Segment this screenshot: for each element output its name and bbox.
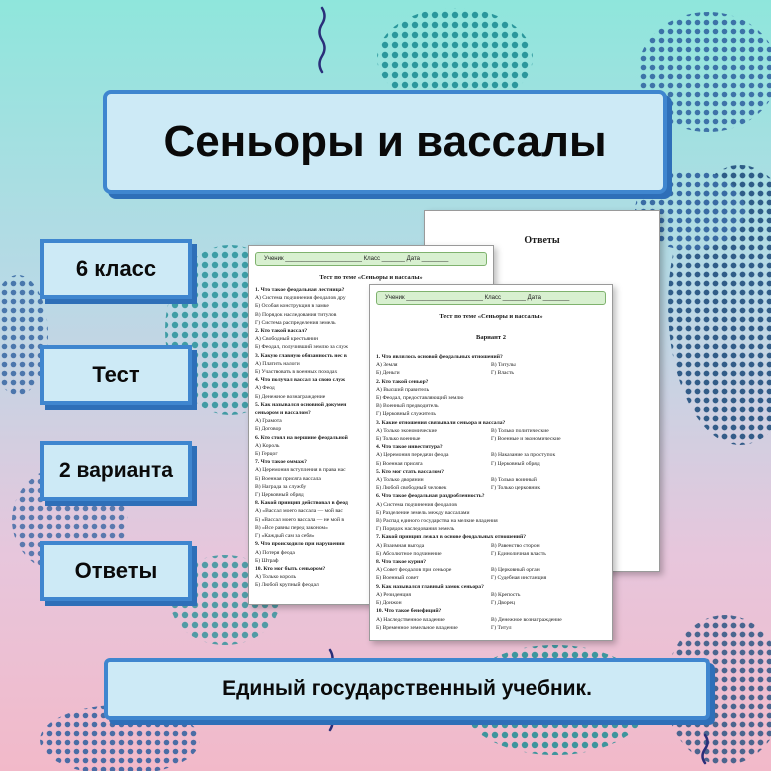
answer-option-line: Б) Разделение земель между вассалами xyxy=(376,509,470,516)
answer-option-left: Б) Временное земельное владение xyxy=(376,624,458,631)
answer-option-right: В) Церковный орган xyxy=(491,567,540,574)
answer-option-line: А) «Вассал моего вассала — мой вас xyxy=(255,508,343,515)
question-line: 7. Что такое оммаж? xyxy=(255,459,307,466)
answer-option-line: А) Высший правитель xyxy=(376,386,430,393)
variants-label xyxy=(40,441,192,501)
answer-option-line: В) Военный предводитель xyxy=(376,403,439,410)
answer-option-right: В) Только воинный xyxy=(491,477,537,484)
test-label xyxy=(40,345,192,405)
answer-option-line: Б) Военная присяга вассала xyxy=(255,475,321,482)
question-line: 10. Что такое бенефиций? xyxy=(376,608,442,615)
student-info-bar: Ученик _______________________ Класс _______ Дата ________ xyxy=(255,252,487,266)
answers-sheet-title: Ответы xyxy=(524,235,560,246)
answer-option-right: Г) Власть xyxy=(491,370,514,377)
answer-option-line: А) Король xyxy=(255,442,280,449)
answer-option-line: А) Свободный крестьянин xyxy=(255,336,319,343)
question-line: 6. Что такое феодальная раздробленность? xyxy=(376,493,485,500)
student-info-bar: Ученик _______________________ Класс _______ Дата ________ xyxy=(376,291,606,305)
grade-text: 6 класс xyxy=(75,256,157,281)
answer-option-right: Г) Титул xyxy=(491,624,512,631)
answer-option-left: Б) Абсолютное подчинение xyxy=(376,550,442,557)
question-line: 3. Какие отношения связывали сеньора и вассала? xyxy=(376,419,506,426)
question-line: 1. Что такое феодальная лестница? xyxy=(255,287,345,293)
answer-option-line: В) Награда за службу xyxy=(255,483,307,490)
answer-option-line: Б) Штраф xyxy=(255,557,279,564)
question-line: 4. Что такое инвеститура? xyxy=(376,444,443,451)
question-line: 7. Какой принцип лежал в основе феодальных отношений? xyxy=(376,534,527,541)
answer-option-right: В) Наказание за проступок xyxy=(491,452,556,459)
answer-option-line: Б) Любой крупный феодал xyxy=(255,582,319,589)
answer-option-right: В) Титулы xyxy=(491,362,516,369)
answer-option-right: Г) Только церковник xyxy=(491,485,541,492)
answer-option-left: Б) Донжон xyxy=(376,600,402,607)
answer-options-row xyxy=(376,566,606,574)
answers-label xyxy=(40,541,192,601)
answer-option-line: Б) Денежное вознаграждение xyxy=(255,393,326,400)
answer-option-right: В) Крепость xyxy=(491,591,521,598)
answer-option-line: Б) Герцог xyxy=(255,451,278,458)
answer-options-row xyxy=(376,451,606,459)
answer-options-row xyxy=(376,484,606,492)
answer-option-right: В) Равенство сторон xyxy=(491,542,540,549)
answer-options-row xyxy=(376,476,606,484)
answer-option-left: А) Наследственное владение xyxy=(376,616,445,623)
question-line: 9. Что происходило при нарушении xyxy=(255,541,345,548)
answer-option-right: В) Денежное вознаграждение xyxy=(491,616,562,623)
answer-option-right: Г) Единоличная власть xyxy=(491,550,546,557)
answer-option-left: Б) Деньги xyxy=(376,370,400,377)
grade-label xyxy=(40,239,192,299)
question-line: 5. Кто мог стать вассалом? xyxy=(376,468,445,475)
answers-text: Ответы xyxy=(74,558,158,583)
answer-option-line: Б) Феодал, предоставляющий землю xyxy=(376,395,464,402)
answer-options-row xyxy=(376,624,606,632)
answer-options-row xyxy=(376,542,606,550)
answer-option-left: Б) Любой свободный человек xyxy=(376,485,447,492)
answer-options-row xyxy=(376,369,606,377)
question-line: 6. Кто стоял на вершине феодальной xyxy=(255,434,348,441)
answer-options-row xyxy=(376,574,606,582)
question-line: 9. Как назывался главный замок сеньора? xyxy=(376,583,484,590)
test-text: Тест xyxy=(92,362,140,387)
variants-text: 2 варианта xyxy=(59,459,173,482)
answer-option-left: А) Резиденция xyxy=(376,591,411,598)
answer-options-row xyxy=(376,591,606,599)
answer-options-row xyxy=(376,435,606,443)
answer-option-line: А) Феод xyxy=(255,385,275,392)
answer-option-line: Б) «Вассал моего вассала — не мой в xyxy=(255,516,345,523)
answer-option-line: А) Система подчинения феодалов xyxy=(376,501,457,508)
answer-options-row xyxy=(376,427,606,435)
answer-option-right: Г) Судебная инстанция xyxy=(491,575,547,582)
question-line: 8. Что такое курия? xyxy=(376,559,427,566)
page-title: Сеньоры и вассалы xyxy=(163,117,607,166)
squiggle-top xyxy=(320,8,325,72)
answer-option-line: А) Грамота xyxy=(255,418,282,425)
question-line: 5. Как назывался основной докумен xyxy=(255,401,347,408)
answer-options-row xyxy=(376,550,606,558)
answer-option-line: В) Порядок наследования титулов xyxy=(255,311,337,318)
answer-option-line: А) Потеря феода xyxy=(255,549,295,556)
answer-option-line: А) Только король xyxy=(255,574,297,581)
answer-option-line: Г) Церковный служитель xyxy=(376,411,436,418)
answer-option-left: Б) Только военные xyxy=(376,436,421,443)
answer-option-right: Г) Церковный обряд xyxy=(491,460,540,467)
answer-option-line: А) Церемония вступления в права нас xyxy=(255,467,346,474)
answer-option-line: Б) Особая конструкция в замке xyxy=(255,303,329,310)
answer-option-left: А) Церемония передачи феода xyxy=(376,452,449,459)
answer-option-line: Б) Феодал, получивший землю за служ xyxy=(255,344,348,351)
answer-option-line: Г) Система распределения земель xyxy=(255,319,336,326)
answer-option-left: А) Только экономические xyxy=(376,427,437,434)
question-line: 8. Какой принцип действовал в феод xyxy=(255,500,348,507)
answer-options-row xyxy=(376,460,606,468)
answer-option-line: А) Система подчинения феодалов дру xyxy=(255,295,346,302)
sheet-heading: Тест по теме «Сеньоры и вассалы» xyxy=(439,313,543,320)
sheet-heading: Тест по теме «Сеньоры и вассалы» xyxy=(319,274,423,281)
answer-option-line: В) Распад единого государства на мелкие владения xyxy=(376,518,498,525)
answer-option-left: А) Совет феодалов при сеньоре xyxy=(376,567,452,574)
answer-options-row xyxy=(376,616,606,624)
answer-option-right: В) Только политические xyxy=(491,427,549,434)
answer-options-row xyxy=(376,599,606,607)
answer-option-line: Б) Договор xyxy=(255,426,282,433)
answer-options-row xyxy=(376,361,606,369)
answer-option-line: Г) «Каждый сам за себя» xyxy=(255,533,315,540)
answer-option-line: Г) Церковный обряд xyxy=(255,492,304,499)
answer-option-right: Г) Военные и экономические xyxy=(491,436,561,443)
question-line: 3. Какую главную обязанность нес в xyxy=(255,352,347,359)
answer-option-line: Б) Участвовать в военных походах xyxy=(255,369,338,376)
answer-option-left: А) Только дворянин xyxy=(376,477,424,484)
question-list xyxy=(370,353,612,632)
title-banner xyxy=(103,90,667,194)
question-line: сеньором и вассалом? xyxy=(255,410,311,417)
question-line: 1. Что являлось основой феодальных отношений? xyxy=(376,354,503,360)
answer-option-left: Б) Военный совет xyxy=(376,575,419,582)
question-line: 4. Что получал вассал за свою служ xyxy=(255,377,345,384)
question-line: 10. Кто мог быть сеньором? xyxy=(255,565,326,572)
footer-text: Единый государственный учебник. xyxy=(222,677,592,700)
question-line: 2. Кто такой сеньор? xyxy=(376,378,429,385)
answer-option-left: А) Взаимная выгода xyxy=(376,542,425,549)
variant2-sheet xyxy=(369,284,613,641)
answer-option-left: А) Земля xyxy=(376,362,398,369)
answer-option-line: В) «Все равны перед законом» xyxy=(255,524,328,531)
footer-banner xyxy=(104,658,710,720)
answer-option-line: Г) Порядок наследования земель xyxy=(376,526,455,533)
answer-option-right: Г) Дворец xyxy=(491,600,515,607)
question-line: 2. Кто такой вассал? xyxy=(255,328,308,335)
answer-option-left: Б) Военная присяга xyxy=(376,460,423,467)
answer-option-line: А) Платить налоги xyxy=(255,360,300,367)
variant-heading: Вариант 2 xyxy=(475,334,506,341)
